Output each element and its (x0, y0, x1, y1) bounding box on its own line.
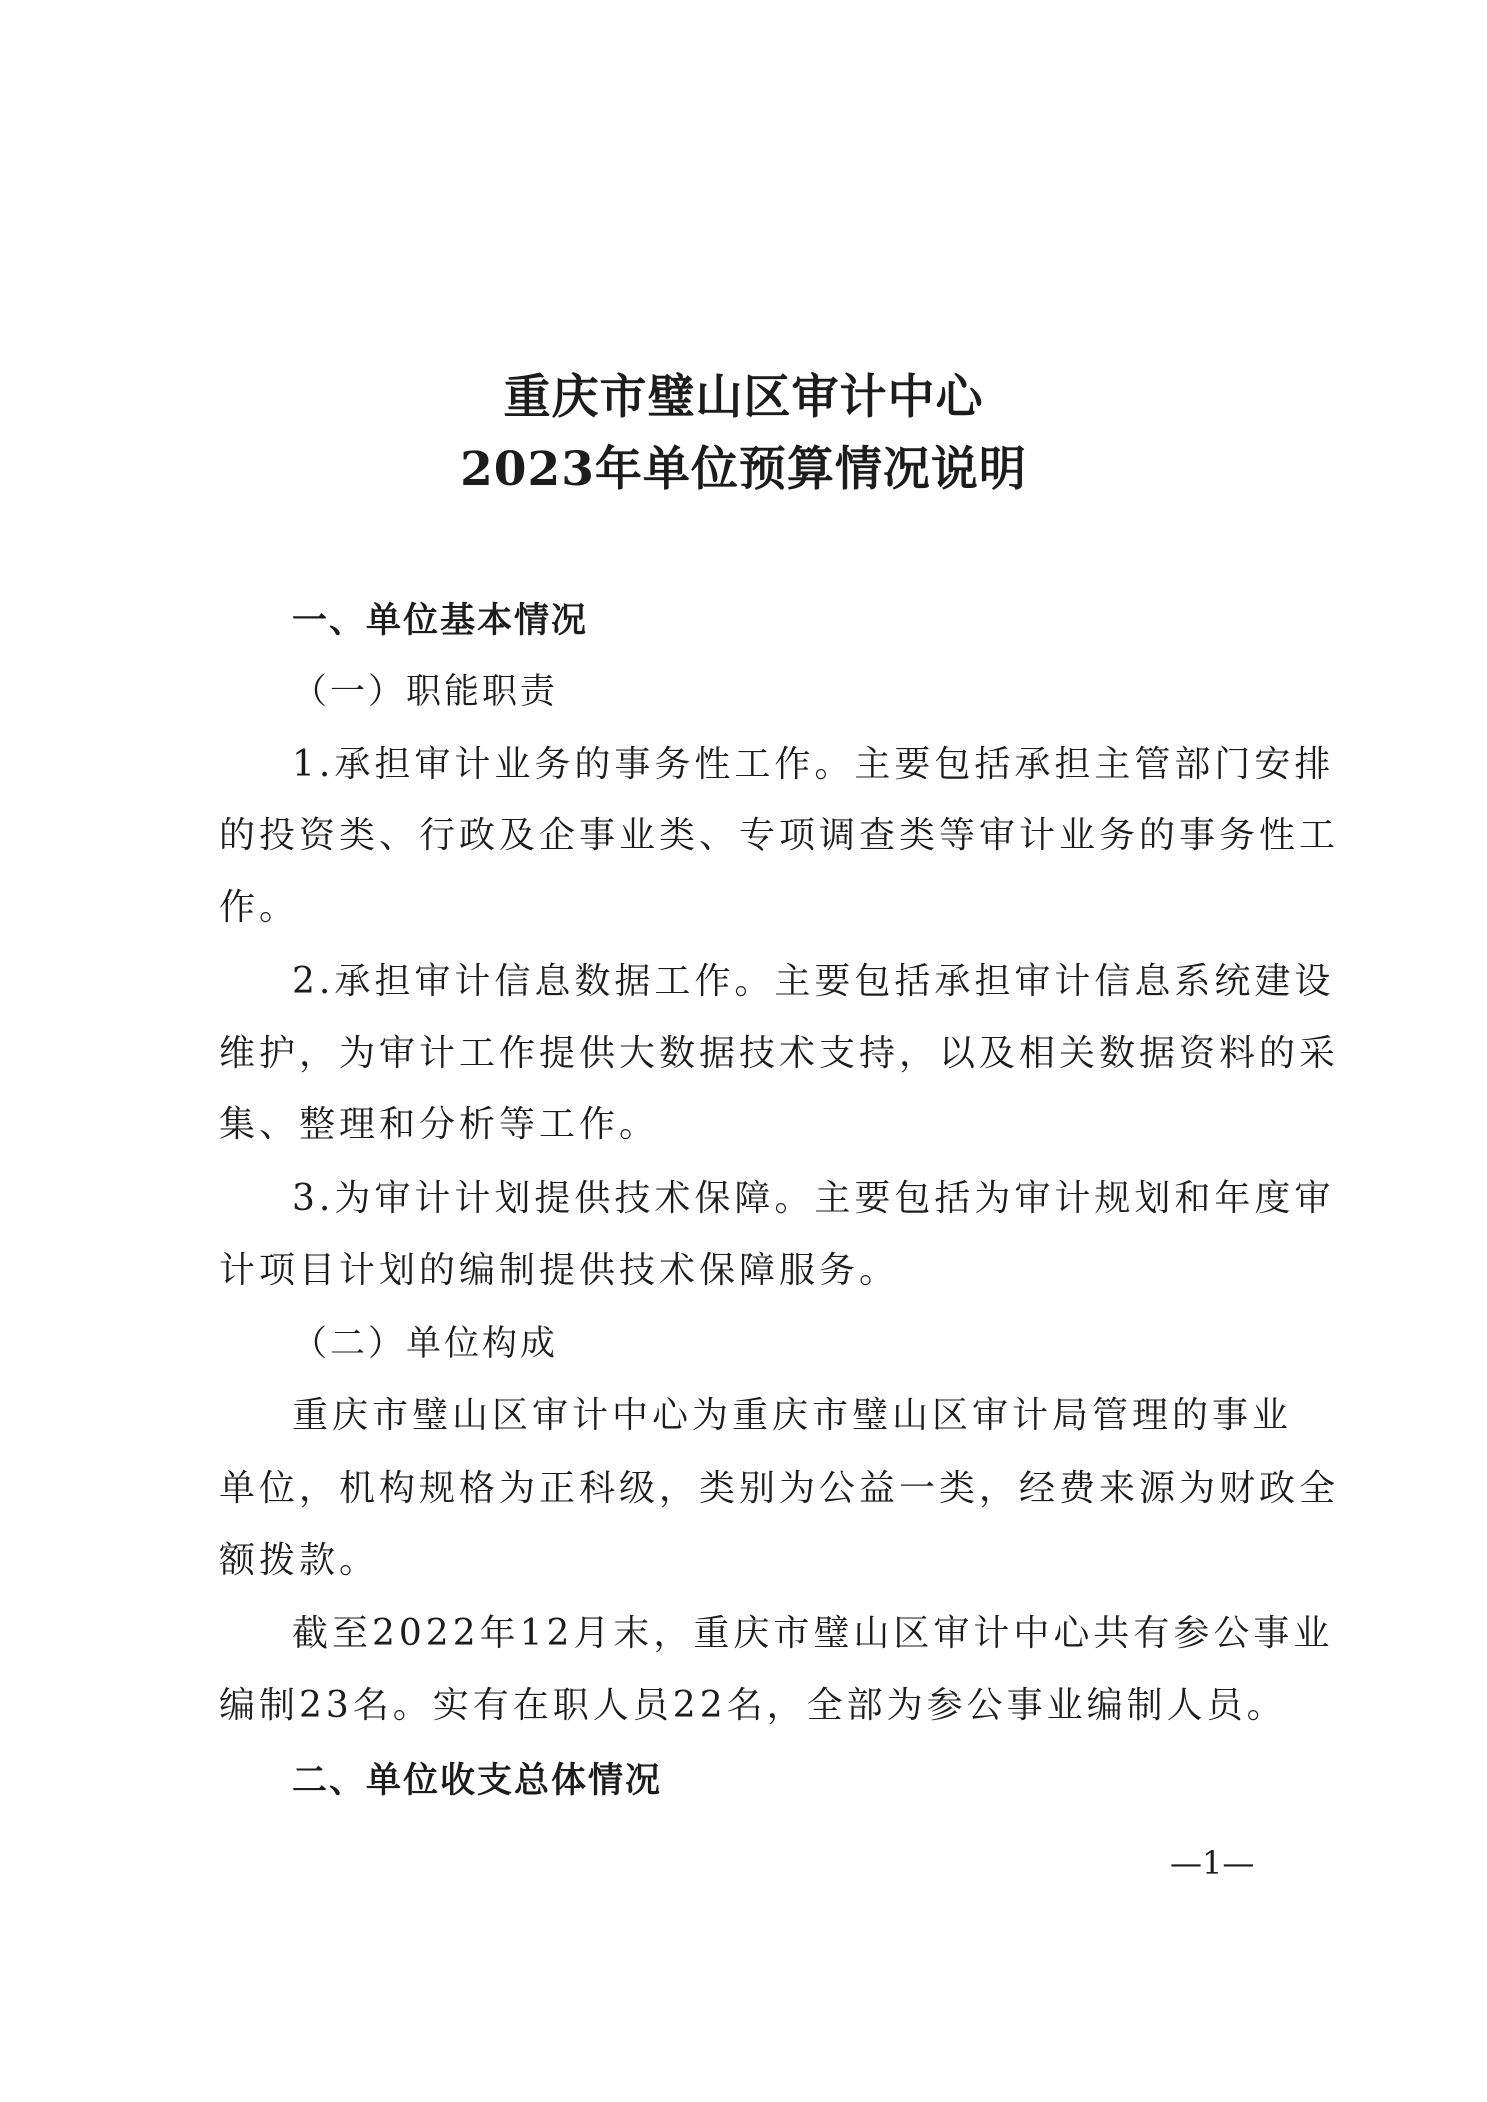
item1-line3: 作。 (219, 887, 300, 928)
item3-line1: 3.为审计计划提供技术保障。主要包括为审计规划和年度审 (292, 1178, 1335, 1219)
section2-heading: 二、单位收支总体情况 (292, 1761, 663, 1801)
unit-para1-line3: 额拨款。 (219, 1540, 380, 1581)
unit-para2-line1: 截至2022年12月末，重庆市璧山区审计中心共有参公事业 (292, 1613, 1334, 1654)
unit-para1-line1: 重庆市璧山区审计中心为重庆市璧山区审计局管理的事业 (292, 1395, 1293, 1436)
page-number: —1— (1170, 1844, 1255, 1882)
section1-heading: 一、单位基本情况 (292, 601, 589, 641)
item2-line2: 维护，为审计工作提供大数据技术支持，以及相关数据资料的采 (219, 1033, 1340, 1074)
subsection2-heading: （二）单位构成 (292, 1324, 559, 1364)
item2-line3: 集、整理和分析等工作。 (219, 1104, 660, 1145)
item1-line2: 的投资类、行政及企事业类、专项调查类等审计业务的事务性工 (219, 815, 1340, 856)
unit-para2-line2: 编制23名。实有在职人员22名，全部为参公事业编制人员。 (219, 1685, 1287, 1726)
item3-line2: 计项目计划的编制提供技术保障服务。 (219, 1250, 900, 1291)
item1-line1: 1.承担审计业务的事务性工作。主要包括承担主管部门安排 (292, 744, 1335, 785)
item2-line1: 2.承担审计信息数据工作。主要包括承担审计信息系统建设 (292, 961, 1335, 1002)
document-title-line2: 2023年单位预算情况说明 (460, 442, 1027, 497)
document-title-line1: 重庆市璧山区审计中心 (503, 370, 984, 425)
subsection1-heading: （一）职能职责 (292, 672, 559, 712)
unit-para1-line2: 单位，机构规格为正科级，类别为公益一类，经费来源为财政全 (219, 1468, 1340, 1509)
